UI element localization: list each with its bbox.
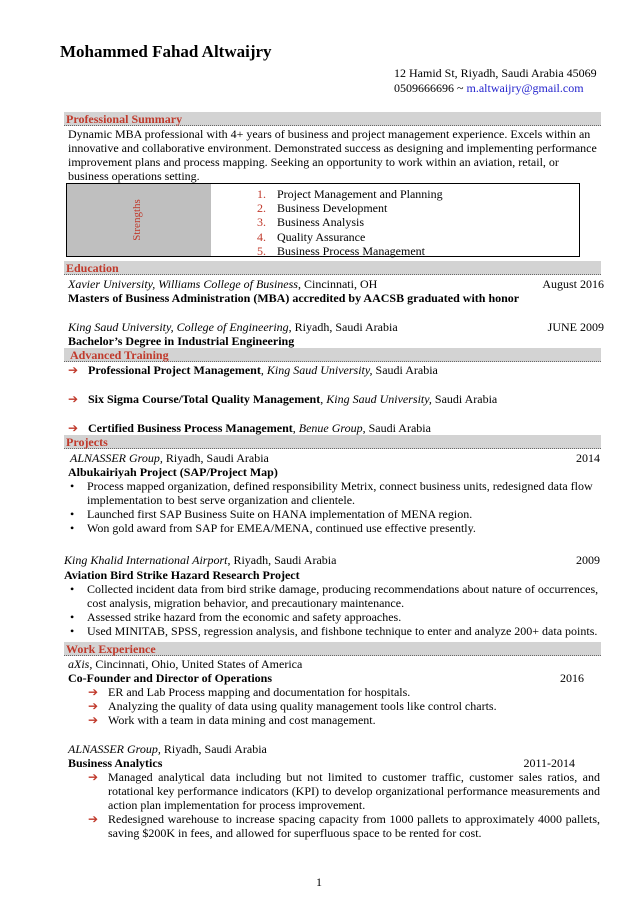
training-item: ➔ Six Sigma Course/Total Quality Management, King Saud University, Saudi Arabia [68,392,498,406]
job-date: 2016 [560,671,584,685]
job-title: Business Analytics [68,756,163,770]
contact-block [394,66,597,96]
project-bullets [68,479,606,535]
strengths-label: Strengths [131,199,143,241]
education-date: August 2016 [542,277,604,291]
section-header-education: Education [64,261,601,275]
section-header-summary: Professional Summary [64,112,601,126]
strengths-box [66,183,580,257]
project-title: Aviation Bird Strike Hazard Research Project • Collected incident data from bird strike damage, producing recommendations about nature of occurrences, cost analysis, migration behavior, and precautionary maintenance. • Assessed strike hazard from the economic and safety approaches. • Used MINITAB, SPSS, regression analysis, and fishbone technique to enter and analyze 200+ data points. [64,568,612,638]
training-item: ➔ Certified Business Process Management, Benue Group, Saudi Arabia [68,421,431,435]
email-link[interactable]: m.altwaijry@gmail.com [466,81,584,95]
strength-item: 1. Project Management and Planning [257,187,443,201]
right-arrow-icon: ➔ [88,713,99,727]
job-items [88,770,600,840]
list-item: • Process mapped organization, defined responsibility Metrix, connect business units, redesigned data flow implementation to best serve organization and clientele. [68,479,606,507]
section-header-work: Work Experience [64,642,601,656]
strength-item: 5. Business Process Management [257,243,425,258]
phone: 0509666696 ~ [394,81,464,95]
list-item: • Launched first SAP Business Suite on HANA implementation of MENA region. [68,507,606,521]
job-title: Co-Founder and Director of Operations [68,671,272,685]
strength-item: 2. Business Development [257,201,388,216]
list-item: ➔ Analyzing the quality of data using quality management tools like control charts. [88,699,497,713]
right-arrow-icon: ➔ [68,421,79,435]
address: 12 Hamid St, Riyadh, Saudi Arabia 45069 [394,66,597,80]
education-entry: King Saud University, College of Engineering, Riyadh, Saudi Arabia JUNE 2009 Bachelor’s Degree in Industrial Engineering [68,320,604,348]
page-number: 1 [316,875,322,889]
degree: Bachelor’s Degree in Industrial Engineering [68,334,295,348]
phone-email-line [394,81,597,96]
strength-item: 4. Quality Assurance [257,229,366,244]
right-arrow-icon: ➔ [88,812,99,826]
right-arrow-icon: ➔ [68,392,79,406]
job-entry: aXis, Cincinnati, Ohio, United States of America Co-Founder and Director of Operations 2016 ➔ ER and Lab Process mapping and documentation for hospitals. ➔ Analyzing the quality of data using quality management tools like control charts. ➔ Work with a team in data mining and cost management. [68,657,604,727]
list-item: ➔ Work with a team in data mining and cost management. [88,713,376,727]
list-item: • Used MINITAB, SPSS, regression analysis, and fishbone technique to enter and analyze 200+ data points. [68,624,616,638]
job-entry: ALNASSER Group, Riyadh, Saudi Arabia Business Analytics 2011-2014 ➔ Managed analytical data including but not limited to customer traffic, customer sales ratios, and rotational key performance indicators (KPI) to develop organizational performance measurements and action plan implementation for process improvement. ➔ Redesigned warehouse to increase spacing capacity from 1000 pallets to approximately 4000 pallets, saving $200K in fees, and allowed for superfluous space to be rented for cost. [68,742,600,840]
education-date: JUNE 2009 [547,320,604,334]
strengths-list [257,187,443,258]
summary-text: Dynamic MBA professional with 4+ years of business and project management experience. Excels within an innovative and collaborative environment. Demonstrated success as designing and implementing performance improvement plans and process mapping. Seeking an opportunity to work within an aviation, retail, or business operations setting. [68,127,597,183]
section-header-training: Advanced Training [64,348,601,362]
list-item: • Assessed strike hazard from the economic and safety approaches. [68,610,616,624]
project-bullets [68,582,616,638]
job-items [88,685,604,727]
section-header-projects: Projects [64,435,601,449]
project-date: 2014 [576,451,600,465]
project-entry: King Khalid International Airport, Riyadh, Saudi Arabia 2009 [64,553,600,567]
project-title: Albukairiyah Project (SAP/Project Map) • Process mapped organization, defined responsibility Metrix, connect business units, redesigned data flow implementation to best serve organization and clientele. • Launched first SAP Business Suite on HANA implementation of MENA region. • Won gold award from SAP for EMEA/MENA, continued use effective presently. [68,465,604,535]
list-item: • Collected incident data from bird strike damage, producing recommendations about nature of occurrences, cost analysis, migration behavior, and precautionary maintenance. [68,582,616,610]
strength-item: 3. Business Analysis [257,215,365,230]
right-arrow-icon: ➔ [88,699,99,713]
right-arrow-icon: ➔ [88,770,99,784]
job-date: 2011-2014 [523,756,575,770]
project-entry: ALNASSER Group, Riyadh, Saudi Arabia 2014 [70,451,600,465]
training-item: ➔ Professional Project Management, King Saud University, Saudi Arabia [68,363,438,377]
list-item: ➔ Redesigned warehouse to increase spacing capacity from 1000 pallets to approximately 4000 pallets, saving $200K in fees, and allowed for superfluous space to be rented for cost. [88,812,600,840]
list-item: ➔ Managed analytical data including but not limited to customer traffic, customer sales ratios, and rotational key performance indicators (KPI) to develop organizational performance measurements and action plan implementation for process improvement. [88,770,600,812]
right-arrow-icon: ➔ [68,363,79,377]
list-item: • Won gold award from SAP for EMEA/MENA, continued use effective presently. [68,521,606,535]
list-item: ➔ ER and Lab Process mapping and documentation for hospitals. [88,685,411,699]
degree: Masters of Business Administration (MBA) accredited by AACSB graduated with honor [68,291,520,305]
candidate-name: Mohammed Fahad Altwaijry [60,42,272,61]
education-entry: Xavier University, Williams College of Business, Cincinnati, OH August 2016 Masters of Business Administration (MBA) accredited by AACSB graduated with honor [68,277,604,305]
right-arrow-icon: ➔ [88,685,99,699]
project-date: 2009 [576,553,600,567]
